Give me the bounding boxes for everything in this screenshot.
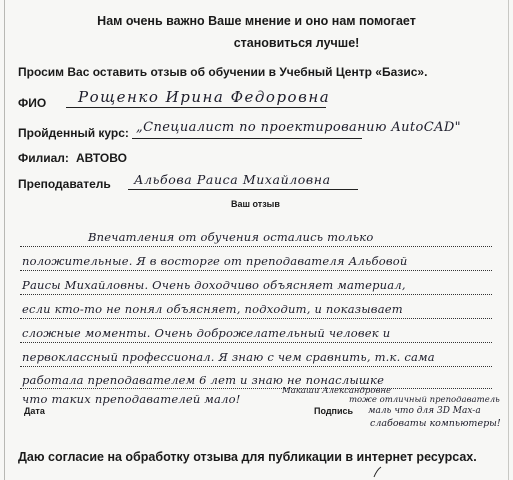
review-rule [20,342,492,343]
consent-text: Даю согласие на обработку отзыва для публикации в интернет ресурсах. [18,450,477,464]
course-underline [132,138,362,139]
review-rule [20,318,492,319]
review-note-line: Макаши Александровне [282,386,392,396]
review-note-line: слабоваты компьютеры! [370,418,501,429]
review-heading: Ваш отзыв [231,199,280,209]
review-line: первоклассный профессионал. Я знаю с чем сравнить, т.к. сама [22,350,435,364]
fio-underline [66,107,326,108]
page-border-left [4,0,5,480]
signature-label: Подпись [314,406,354,416]
branch-value: АВТОВО [76,151,127,165]
branch-label: Филиал: [18,151,69,165]
request-text: Просим Вас оставить отзыв об обучении в Учебный Центр «Базис». [18,65,428,79]
teacher-value: Альбова Раиса Михайловна [134,172,331,187]
review-line: сложные моменты. Очень доброжелательный человек и [22,326,391,340]
review-note-line: тоже отличный преподаватель [349,395,500,405]
review-line: Впечатления от обучения остались только [88,230,374,244]
review-rule [20,246,492,247]
review-line: если кто-то не понял объясняет, подходит, и показывает [22,302,403,316]
teacher-underline [128,189,358,190]
fio-value: Рощенко Ирина Федоровна [78,88,331,106]
date-label: Дата [24,406,45,416]
review-rule [20,294,492,295]
review-note-line: маль что для 3D Max-а [368,406,481,416]
course-label: Пройденный курс: [18,126,129,140]
review-rule [20,270,492,271]
review-line: работала преподавателем 6 лет и знаю не понаслышке [22,373,385,387]
review-rule [20,388,492,389]
header-line-2: становиться лучше! [233,36,360,50]
teacher-label: Преподаватель [18,177,111,191]
review-line: Раисы Михайловны. Очень доходчиво объясняет материал, [22,278,406,292]
course-value: „Специалист по проектированию AutoCAD" [136,120,462,135]
review-rule [20,366,492,367]
review-line: что таких преподавателей мало! [22,392,241,406]
header-line-1: Нам очень важно Ваше мнение и оно нам помогает [97,14,416,28]
signature-stroke [372,466,384,478]
review-line: положительные. Я в восторге от преподавателя Альбовой [22,254,408,268]
fio-label: ФИО [18,96,47,110]
